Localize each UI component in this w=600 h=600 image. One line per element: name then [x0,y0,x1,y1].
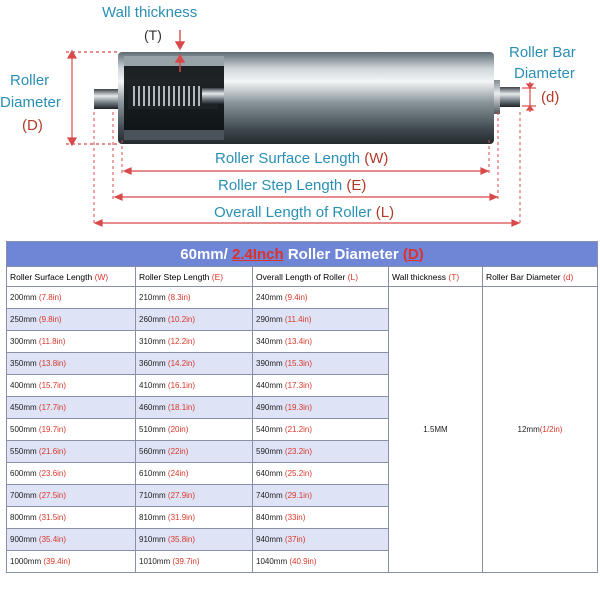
surface-length-cell: 600mm (23.6in) [7,463,136,485]
roller-diameter-label: Roller [10,72,50,89]
overall-length-label: Overall Length of Roller (L) [214,204,395,221]
bar-diameter-label: Roller Bar [509,44,576,61]
surface-length-cell: 250mm (9.8in) [7,309,136,331]
step-length-label: Roller Step Length (E) [218,177,367,194]
overall-length-cell: 540mm (21.2in) [253,419,389,441]
spec-table [6,241,598,573]
overall-length-cell: 1040mm (40.9in) [253,551,389,573]
surface-length-cell: 550mm (21.6in) [7,441,136,463]
step-length-cell: 460mm (18.1in) [136,397,253,419]
overall-length-cell: 490mm (19.3in) [253,397,389,419]
wall-thickness-label: Wall thickness [102,4,198,21]
step-length-cell: 1010mm (39.7in) [136,551,253,573]
step-length-cell: 210mm (8.3in) [136,287,253,309]
surface-length-cell: 500mm (19.7in) [7,419,136,441]
step-length-cell: 310mm (12.2in) [136,331,253,353]
roller-diagram [0,0,600,232]
overall-length-cell: 290mm (11.4in) [253,309,389,331]
step-length-cell: 360mm (14.2in) [136,353,253,375]
surface-length-cell: 400mm (15.7in) [7,375,136,397]
table-row [7,287,598,309]
step-length-cell: 910mm (35.8in) [136,529,253,551]
step-length-cell: 710mm (27.9in) [136,485,253,507]
surface-length-cell: 200mm (7.8in) [7,287,136,309]
step-length-cell: 810mm (31.9in) [136,507,253,529]
header-step-length: Roller Step Length (E) [136,267,253,287]
surface-length-label: Roller Surface Length (W) [215,150,389,167]
overall-length-cell: 940mm (37in) [253,529,389,551]
header-bar-diameter: Roller Bar Diameter (d) [483,267,598,287]
surface-length-cell: 300mm (11.8in) [7,331,136,353]
overall-length-cell: 340mm (13.4in) [253,331,389,353]
bar-diameter-value: 12mm(1/2in) [483,287,598,573]
bar-diameter-symbol: (d) [541,89,560,106]
step-length-cell: 410mm (16.1in) [136,375,253,397]
overall-length-cell: 740mm (29.1in) [253,485,389,507]
header-overall-length: Overall Length of Roller (L) [253,267,389,287]
roller-illustration [0,0,600,232]
bar-diameter-dimension [522,82,536,112]
overall-length-cell: 240mm (9.4in) [253,287,389,309]
roller-diameter-symbol: (D) [22,117,43,134]
overall-length-cell: 590mm (23.2in) [253,441,389,463]
step-length-cell: 260mm (10.2in) [136,309,253,331]
surface-length-cell: 350mm (13.8in) [7,353,136,375]
step-length-cell: 610mm (24in) [136,463,253,485]
roller-diameter-label-2: Diameter [0,94,61,111]
step-length-cell: 510mm (20in) [136,419,253,441]
wall-thickness-value: 1.5MM [389,287,483,573]
surface-length-cell: 450mm (17.7in) [7,397,136,419]
header-wall-thickness: Wall thickness (T) [389,267,483,287]
surface-length-cell: 800mm (31.5in) [7,507,136,529]
wall-thickness-symbol: (T) [144,27,162,43]
overall-length-cell: 840mm (33in) [253,507,389,529]
header-surface-length: Roller Surface Length (W) [7,267,136,287]
overall-length-cell: 390mm (15.3in) [253,353,389,375]
step-length-cell: 560mm (22in) [136,441,253,463]
table-title: 60mm/ 2.4Inch Roller Diameter (D) [7,242,598,267]
overall-length-cell: 440mm (17.3in) [253,375,389,397]
surface-length-cell: 900mm (35.4in) [7,529,136,551]
overall-length-cell: 640mm (25.2in) [253,463,389,485]
surface-length-cell: 1000mm (39.4in) [7,551,136,573]
bar-diameter-label-2: Diameter [514,65,575,82]
surface-length-cell: 700mm (27.5in) [7,485,136,507]
